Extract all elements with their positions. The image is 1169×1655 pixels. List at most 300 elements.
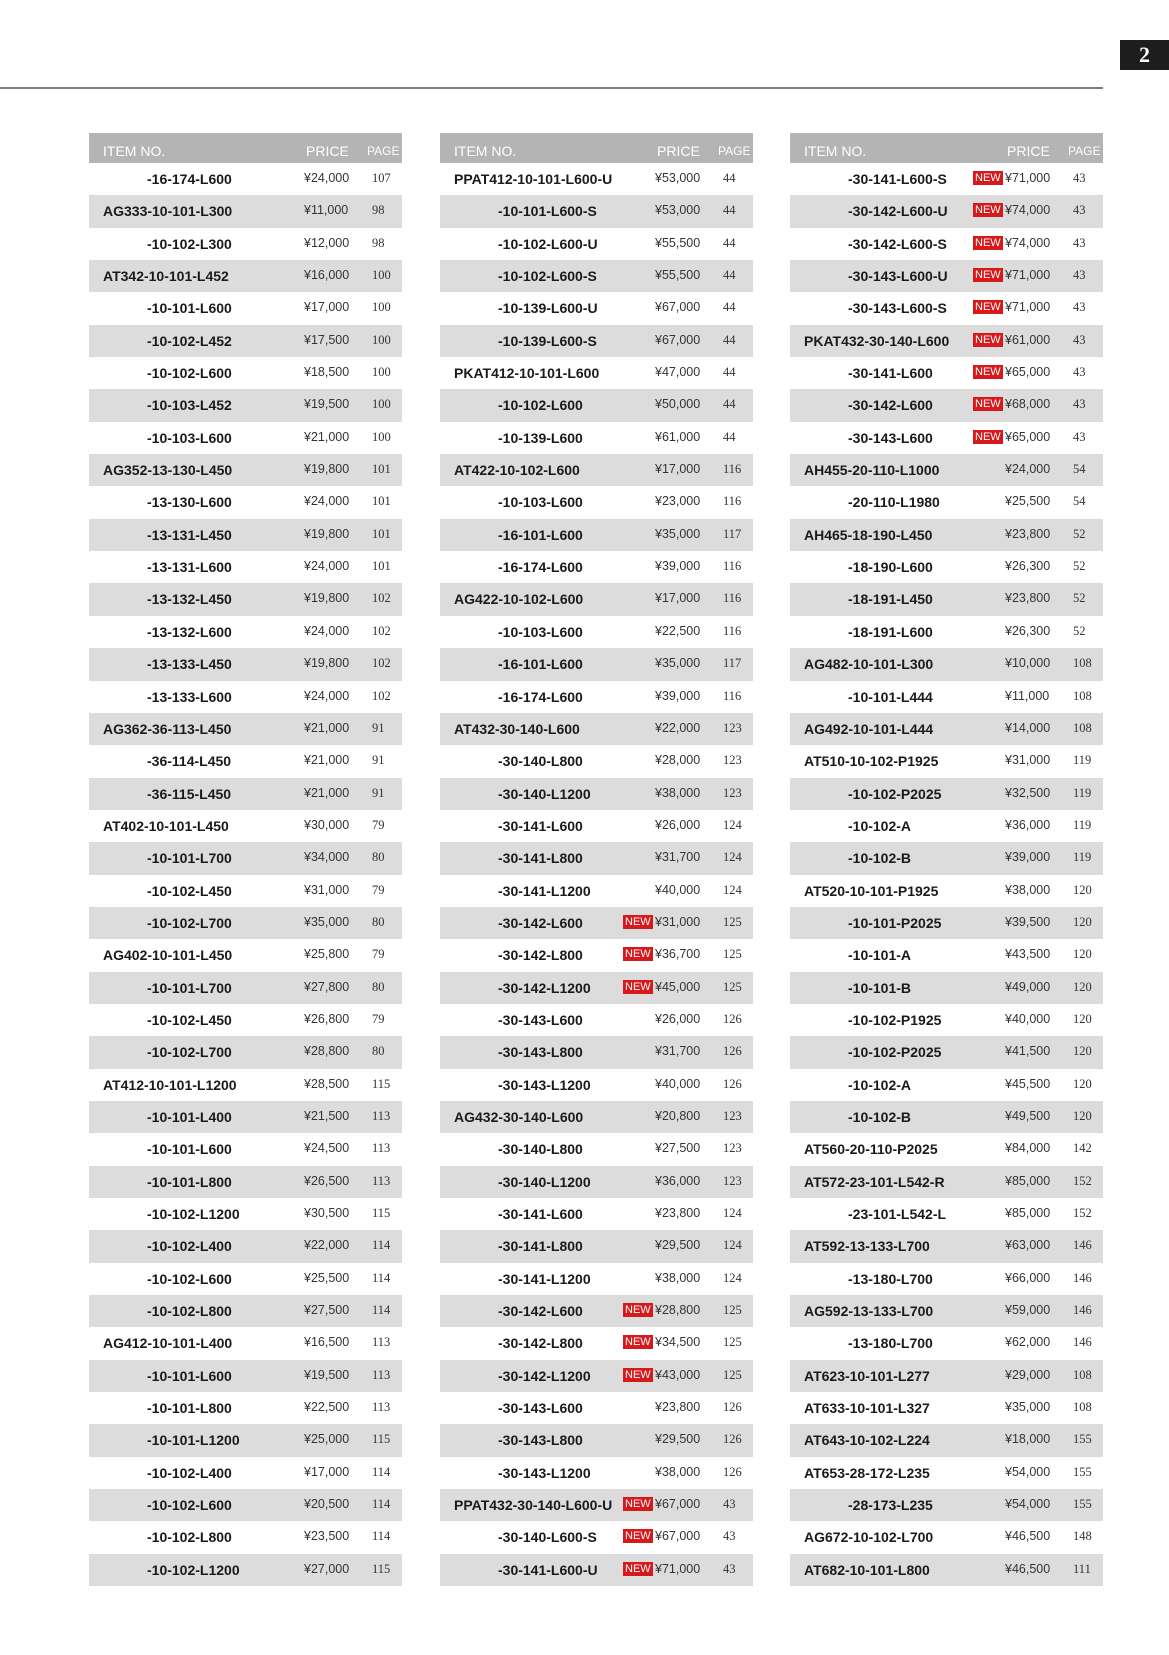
item-page: 155 — [1073, 1432, 1092, 1447]
new-badge: NEW — [625, 948, 651, 961]
table-row — [790, 583, 1103, 615]
item-number: AT520-10-101-P1925 — [804, 882, 939, 899]
item-number: -10-103-L600 — [498, 494, 583, 511]
item-page: 43 — [1073, 268, 1086, 283]
item-price: ¥24,000 — [1005, 462, 1051, 477]
item-number: AT342-10-101-L452 — [103, 268, 229, 285]
item-price: ¥12,000 — [304, 235, 350, 250]
table-row — [89, 1327, 402, 1359]
table-row — [440, 1489, 753, 1521]
item-page: 124 — [723, 817, 742, 832]
item-price: ¥18,500 — [304, 365, 350, 380]
table-row — [790, 163, 1103, 195]
item-price: ¥29,000 — [1005, 1367, 1051, 1382]
table-row — [89, 1101, 402, 1133]
table-row — [89, 325, 402, 357]
table-row — [89, 389, 402, 421]
item-page: 114 — [372, 1270, 391, 1285]
table-row — [440, 939, 753, 971]
table-row — [440, 907, 753, 939]
table-row — [790, 648, 1103, 680]
item-price: ¥28,000 — [655, 753, 701, 768]
item-number: -30-143-L1200 — [498, 1464, 591, 1481]
item-page: 155 — [1073, 1497, 1092, 1512]
item-page: 102 — [372, 623, 391, 638]
item-number: -30-142-L600 — [498, 1303, 583, 1320]
item-number: -10-101-L700 — [147, 850, 232, 867]
item-number: -10-103-L452 — [147, 397, 232, 414]
table-row — [440, 1263, 753, 1295]
table-row — [790, 1004, 1103, 1036]
item-page: 120 — [1073, 979, 1092, 994]
item-price: ¥38,000 — [655, 785, 701, 800]
header-item-no: ITEM NO. — [804, 143, 867, 159]
item-price: ¥30,000 — [304, 817, 350, 832]
table-body — [89, 163, 402, 1586]
table-row — [790, 939, 1103, 971]
item-number: -10-102-L700 — [147, 1044, 232, 1061]
item-number: -20-110-L1980 — [848, 494, 940, 511]
table-row — [790, 875, 1103, 907]
table-row — [89, 1069, 402, 1101]
new-badge: NEW — [625, 1562, 651, 1575]
item-page: 125 — [723, 914, 742, 929]
item-price: ¥28,800 — [304, 1044, 350, 1059]
item-number: -10-102-L400 — [147, 1238, 232, 1255]
item-price: ¥24,000 — [304, 623, 350, 638]
item-price: ¥71,000 — [1005, 300, 1051, 315]
item-page: 146 — [1073, 1270, 1092, 1285]
item-price: ¥29,500 — [655, 1432, 701, 1447]
item-number: AG432-30-140-L600 — [454, 1108, 584, 1125]
item-number: -16-101-L600 — [498, 526, 583, 543]
item-price: ¥31,700 — [655, 850, 701, 865]
item-price: ¥46,500 — [1005, 1529, 1051, 1544]
item-number: -13-180-L700 — [848, 1270, 933, 1287]
table-row — [440, 1069, 753, 1101]
table-row — [89, 1424, 402, 1456]
table-row — [790, 1295, 1103, 1327]
table-row — [440, 1230, 753, 1262]
item-page: 123 — [723, 1173, 742, 1188]
item-page: 126 — [723, 1432, 742, 1447]
item-page: 79 — [372, 1011, 385, 1026]
item-price: ¥35,000 — [655, 526, 701, 541]
item-number: AG412-10-101-L400 — [103, 1335, 233, 1352]
item-page: 98 — [372, 235, 385, 250]
item-page: 43 — [1073, 300, 1086, 315]
item-page: 125 — [723, 979, 742, 994]
item-price: ¥43,000 — [655, 1367, 701, 1382]
item-price: ¥40,000 — [655, 882, 701, 897]
item-price: ¥59,000 — [1005, 1303, 1051, 1318]
item-page: 98 — [372, 203, 385, 218]
item-number: AG482-10-101-L300 — [804, 656, 934, 673]
item-page: 124 — [723, 1238, 742, 1253]
item-page: 44 — [723, 397, 736, 412]
header-rule — [0, 87, 1103, 89]
table-row — [440, 1166, 753, 1198]
item-page: 80 — [372, 914, 385, 929]
table-row — [89, 583, 402, 615]
item-number: -10-101-P2025 — [848, 914, 942, 931]
table-row — [89, 939, 402, 971]
item-page: 117 — [723, 526, 742, 541]
item-price: ¥24,500 — [304, 1141, 350, 1156]
item-price: ¥35,000 — [1005, 1400, 1051, 1415]
item-number: AT432-30-140-L600 — [454, 720, 580, 737]
item-page: 123 — [723, 785, 742, 800]
item-page: 124 — [723, 850, 742, 865]
item-price: ¥21,000 — [304, 429, 350, 444]
table-row — [790, 422, 1103, 454]
item-number: -30-142-L800 — [498, 947, 583, 964]
item-price: ¥32,500 — [1005, 785, 1051, 800]
item-number: AG333-10-101-L300 — [103, 203, 233, 220]
item-number: -30-141-L600-S — [848, 171, 947, 187]
item-number: -10-102-L400 — [147, 1464, 232, 1481]
header-item-no: ITEM NO. — [454, 143, 517, 159]
table-row — [440, 195, 753, 227]
item-page: 125 — [723, 1335, 742, 1350]
table-row — [790, 778, 1103, 810]
item-number: AG672-10-102-L700 — [804, 1529, 934, 1546]
item-page: 148 — [1073, 1529, 1092, 1544]
table-row — [790, 616, 1103, 648]
item-number: -10-102-L600-S — [498, 268, 597, 285]
item-page: 119 — [1073, 753, 1092, 768]
table-row — [790, 810, 1103, 842]
table-row — [790, 745, 1103, 777]
table-row — [440, 778, 753, 810]
table-row — [89, 1133, 402, 1165]
table-row — [89, 778, 402, 810]
table-row — [89, 228, 402, 260]
item-price: ¥19,800 — [304, 591, 350, 606]
item-price: ¥65,000 — [1005, 365, 1051, 380]
item-price: ¥61,000 — [1005, 332, 1051, 347]
table-row — [89, 1392, 402, 1424]
item-number: AH455-20-110-L1000 — [804, 462, 940, 479]
item-price: ¥50,000 — [655, 397, 701, 412]
table-row — [790, 260, 1103, 292]
item-number: -10-101-L800 — [147, 1173, 232, 1190]
item-price: ¥19,500 — [304, 1367, 350, 1382]
item-page: 101 — [372, 526, 391, 541]
item-number: AT653-28-172-L235 — [804, 1464, 930, 1481]
item-page: 100 — [372, 268, 391, 283]
item-number: AT592-13-133-L700 — [804, 1238, 930, 1255]
item-page: 120 — [1073, 947, 1092, 962]
item-page: 146 — [1073, 1238, 1092, 1253]
table-row — [440, 551, 753, 583]
item-page: 146 — [1073, 1335, 1092, 1350]
item-price: ¥22,500 — [304, 1400, 350, 1415]
table-row — [790, 907, 1103, 939]
item-price: ¥29,500 — [655, 1238, 701, 1253]
table-row — [790, 1166, 1103, 1198]
item-number: -10-102-L800 — [147, 1303, 232, 1320]
item-page: 102 — [372, 591, 391, 606]
table-row — [440, 228, 753, 260]
item-price: ¥19,800 — [304, 656, 350, 671]
item-page: 114 — [372, 1303, 391, 1318]
item-number: AT412-10-101-L1200 — [103, 1076, 237, 1093]
item-page: 120 — [1073, 1076, 1092, 1091]
item-page: 101 — [372, 559, 391, 574]
table-row — [790, 454, 1103, 486]
item-page: 124 — [723, 882, 742, 897]
table-row — [89, 551, 402, 583]
new-badge: NEW — [975, 301, 1001, 314]
item-price: ¥62,000 — [1005, 1335, 1051, 1350]
item-price: ¥18,000 — [1005, 1432, 1051, 1447]
table-row — [790, 1554, 1103, 1586]
table-row — [89, 454, 402, 486]
item-price: ¥24,000 — [304, 494, 350, 509]
item-page: 114 — [372, 1497, 391, 1512]
item-page: 108 — [1073, 656, 1092, 671]
item-number: -10-102-A — [848, 1076, 912, 1093]
item-number: AG362-36-113-L450 — [103, 720, 232, 737]
table-row — [440, 1554, 753, 1586]
item-page: 44 — [723, 429, 736, 444]
item-price: ¥35,000 — [304, 914, 350, 929]
item-number: AT623-10-101-L277 — [804, 1367, 930, 1384]
item-number: -10-102-L700 — [147, 914, 232, 931]
item-page: 120 — [1073, 1108, 1092, 1123]
item-price: ¥27,500 — [655, 1141, 701, 1156]
item-page: 79 — [372, 882, 385, 897]
item-price: ¥35,000 — [655, 656, 701, 671]
item-price: ¥17,000 — [655, 462, 701, 477]
item-page: 108 — [1073, 688, 1092, 703]
item-price: ¥71,000 — [655, 1561, 701, 1576]
item-price: ¥25,000 — [304, 1432, 350, 1447]
table-row — [440, 1457, 753, 1489]
new-badge: NEW — [975, 236, 1001, 249]
item-page: 54 — [1073, 494, 1086, 509]
item-number: PKAT412-10-101-L600 — [454, 365, 600, 382]
item-price: ¥74,000 — [1005, 235, 1051, 250]
new-badge: NEW — [625, 915, 651, 928]
table-row — [89, 422, 402, 454]
item-price: ¥21,000 — [304, 785, 350, 800]
table-row — [790, 1424, 1103, 1456]
table-row — [440, 454, 753, 486]
item-page: 152 — [1073, 1206, 1092, 1220]
table-row — [440, 616, 753, 648]
table-row — [790, 1230, 1103, 1262]
item-price: ¥23,800 — [655, 1206, 701, 1220]
item-number: -10-103-L600 — [147, 429, 232, 446]
table-row — [790, 325, 1103, 357]
table-row — [89, 1230, 402, 1262]
item-page: 117 — [723, 656, 742, 671]
item-page: 44 — [723, 332, 736, 347]
item-page: 113 — [372, 1400, 391, 1415]
table-row — [790, 842, 1103, 874]
table-row — [790, 1133, 1103, 1165]
item-price: ¥54,000 — [1005, 1464, 1051, 1479]
table-row — [89, 163, 402, 195]
item-page: 119 — [1073, 850, 1092, 865]
table-row — [89, 195, 402, 227]
new-badge: NEW — [625, 1304, 651, 1317]
item-number: -30-143-L800 — [498, 1044, 583, 1061]
item-page: 43 — [1073, 365, 1086, 380]
item-price: ¥27,800 — [304, 979, 350, 994]
item-number: -10-102-A — [848, 817, 912, 834]
item-price: ¥65,000 — [1005, 429, 1051, 444]
table-row — [440, 1392, 753, 1424]
table-row — [790, 519, 1103, 551]
table-row — [790, 972, 1103, 1004]
item-number: -13-131-L450 — [147, 526, 232, 543]
table-row — [89, 972, 402, 1004]
table-row — [89, 1457, 402, 1489]
item-number: -30-140-L800 — [498, 1141, 583, 1158]
item-page: 113 — [372, 1367, 391, 1382]
item-page: 125 — [723, 947, 742, 962]
item-number: AT422-10-102-L600 — [454, 462, 580, 479]
item-page: 123 — [723, 1141, 742, 1156]
item-number: -10-102-L452 — [147, 332, 232, 349]
item-price: ¥26,800 — [304, 1011, 350, 1026]
item-price: ¥68,000 — [1005, 397, 1051, 412]
item-price: ¥55,500 — [655, 235, 701, 250]
item-price: ¥21,500 — [304, 1108, 350, 1123]
header-item-no: ITEM NO. — [103, 143, 166, 159]
item-number: -30-141-L1200 — [498, 882, 591, 899]
item-price: ¥85,000 — [1005, 1173, 1051, 1188]
new-badge: NEW — [625, 980, 651, 993]
item-number: -18-190-L600 — [848, 559, 933, 576]
item-price: ¥38,000 — [1005, 882, 1051, 897]
item-price: ¥28,800 — [655, 1303, 701, 1318]
item-price: ¥26,300 — [1005, 623, 1051, 638]
table-row — [89, 1521, 402, 1553]
item-number: AG422-10-102-L600 — [454, 591, 584, 608]
table-row — [89, 1554, 402, 1586]
item-price: ¥25,500 — [304, 1270, 350, 1285]
item-number: -30-142-L600 — [848, 397, 933, 414]
table-row — [790, 1069, 1103, 1101]
item-number: -16-101-L600 — [498, 656, 583, 673]
item-price: ¥74,000 — [1005, 203, 1051, 218]
table-row — [440, 681, 753, 713]
table-row — [89, 713, 402, 745]
item-number: -30-140-L800 — [498, 753, 583, 770]
table-row — [89, 810, 402, 842]
item-number: AT682-10-101-L800 — [804, 1561, 930, 1578]
item-number: -30-141-L800 — [498, 850, 583, 867]
item-price: ¥17,000 — [304, 300, 350, 315]
item-page: 108 — [1073, 1367, 1092, 1382]
table-row — [790, 1101, 1103, 1133]
new-badge: NEW — [975, 333, 1001, 346]
item-page: 44 — [723, 171, 736, 185]
item-number: AT572-23-101-L542-R — [804, 1173, 945, 1190]
header-price: PRICE — [306, 143, 349, 159]
item-page: 52 — [1073, 559, 1086, 574]
item-price: ¥45,000 — [655, 979, 701, 994]
item-page: 80 — [372, 1044, 385, 1059]
item-price: ¥27,500 — [304, 1303, 350, 1318]
item-price: ¥31,000 — [1005, 753, 1051, 768]
item-price: ¥14,000 — [1005, 720, 1051, 735]
item-price: ¥21,000 — [304, 753, 350, 768]
table-row — [89, 875, 402, 907]
item-page: 116 — [723, 623, 742, 638]
table-row — [89, 1263, 402, 1295]
item-page: 116 — [723, 559, 742, 574]
new-badge: NEW — [975, 172, 1001, 184]
item-price: ¥16,500 — [304, 1335, 350, 1350]
item-page: 111 — [1073, 1561, 1091, 1576]
item-number: AT633-10-101-L327 — [804, 1400, 930, 1417]
item-price: ¥23,800 — [1005, 591, 1051, 606]
item-number: -13-133-L600 — [147, 688, 232, 705]
item-page: 146 — [1073, 1303, 1092, 1318]
item-page: 119 — [1073, 817, 1092, 832]
item-number: -30-140-L1200 — [498, 785, 591, 802]
item-page: 52 — [1073, 623, 1086, 638]
item-page: 119 — [1073, 785, 1092, 800]
item-page: 152 — [1073, 1173, 1092, 1188]
item-page: 115 — [372, 1561, 391, 1576]
table-row — [89, 260, 402, 292]
item-page: 91 — [372, 753, 385, 768]
table-row — [790, 1457, 1103, 1489]
item-page: 43 — [1073, 235, 1086, 250]
item-price: ¥24,000 — [304, 171, 350, 185]
table-row — [790, 357, 1103, 389]
item-price: ¥26,300 — [1005, 559, 1051, 574]
item-page: 116 — [723, 591, 742, 606]
item-number: -10-102-P1925 — [848, 1011, 942, 1028]
table-row — [440, 1004, 753, 1036]
item-price: ¥36,000 — [1005, 817, 1051, 832]
table-row — [89, 1489, 402, 1521]
item-number: -10-102-L600 — [498, 397, 583, 414]
item-page: 124 — [723, 1270, 742, 1285]
item-page: 114 — [372, 1464, 391, 1479]
item-price: ¥23,800 — [655, 1400, 701, 1415]
item-price: ¥31,000 — [655, 914, 701, 929]
item-page: 100 — [372, 332, 391, 347]
table-row — [440, 972, 753, 1004]
item-number: -30-143-L600 — [848, 429, 933, 446]
item-page: 114 — [372, 1529, 391, 1544]
table-row — [89, 486, 402, 518]
item-page: 43 — [723, 1529, 736, 1544]
item-number: -10-102-P2025 — [848, 785, 942, 802]
item-number: -30-141-L800 — [498, 1238, 583, 1255]
item-page: 116 — [723, 462, 742, 477]
item-number: -10-102-B — [848, 850, 912, 867]
item-page: 100 — [372, 365, 391, 380]
item-number: -10-102-L300 — [147, 235, 232, 252]
table-row — [790, 1198, 1103, 1230]
table-row — [790, 713, 1103, 745]
item-price: ¥19,500 — [304, 397, 350, 412]
item-page: 123 — [723, 753, 742, 768]
new-badge: NEW — [625, 1368, 651, 1381]
item-number: -30-143-L800 — [498, 1432, 583, 1449]
item-number: -10-101-L700 — [147, 979, 232, 996]
item-page: 108 — [1073, 1400, 1092, 1415]
